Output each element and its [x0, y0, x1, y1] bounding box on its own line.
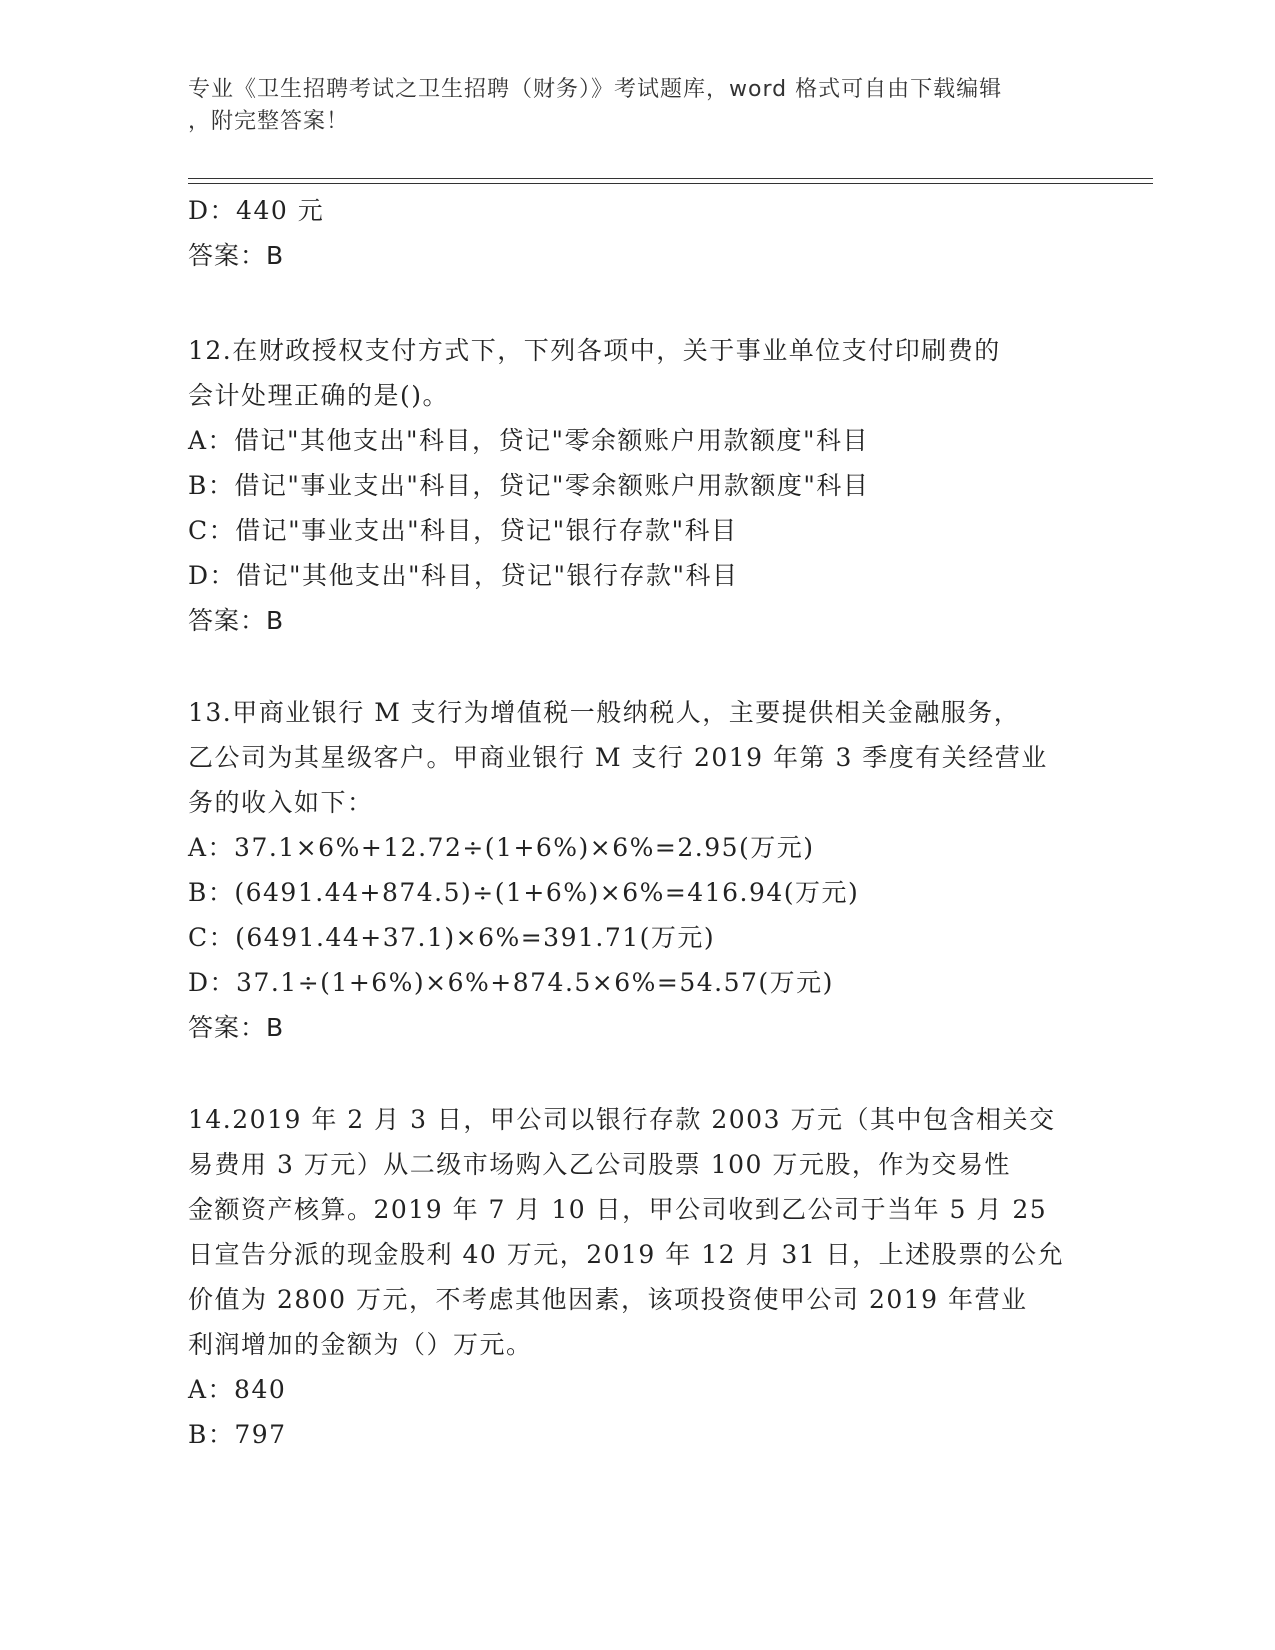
- document-header: [188, 74, 1088, 138]
- question-text-line: 务的收入如下：: [188, 788, 374, 817]
- answer-label: 答案：B: [188, 1013, 285, 1042]
- question-11: [188, 188, 1088, 278]
- answer-label: 答案：B: [188, 606, 285, 635]
- option-a: A：借记"其他支出"科目，贷记"零余额账户用款额度"科目: [188, 426, 870, 455]
- option-d: D：借记"其他支出"科目，贷记"银行存款"科目: [188, 561, 739, 590]
- question-text-line: 乙公司为其星级客户。甲商业银行 M 支行 2019 年第 3 季度有关经营业: [188, 743, 1048, 772]
- spacer: [188, 278, 1088, 328]
- option-d: D：440 元: [188, 196, 325, 225]
- question-14: [188, 1097, 1088, 1457]
- answer-label: 答案：B: [188, 241, 285, 270]
- header-divider-bottom: [188, 183, 1153, 184]
- option-c: C：借记"事业支出"科目，贷记"银行存款"科目: [188, 516, 738, 545]
- option-b: B：797: [188, 1420, 287, 1449]
- question-text-line: 13.甲商业银行 M 支行为增值税一般纳税人，主要提供相关金融服务，: [188, 698, 1021, 727]
- question-text-line: 14.2019 年 2 月 3 日，甲公司以银行存款 2003 万元（其中包含相关交: [188, 1105, 1056, 1134]
- question-text-line: 利润增加的金额为（）万元。: [188, 1330, 533, 1359]
- question-13: [188, 690, 1088, 1050]
- option-a: A：840: [188, 1375, 287, 1404]
- question-text-line: 易费用 3 万元）从二级市场购入乙公司股票 100 万元股，作为交易性: [188, 1150, 1011, 1179]
- option-b: B：(6491.44+874.5)÷(1+6%)×6%=416.94(万元): [188, 878, 860, 907]
- header-title-line-1: 专业《卫生招聘考试之卫生招聘（财务）》考试题库，word 格式可自由下载编辑: [188, 77, 1003, 102]
- option-c: C：(6491.44+37.1)×6%=391.71(万元): [188, 923, 716, 952]
- option-b: B：借记"事业支出"科目，贷记"零余额账户用款额度"科目: [188, 471, 870, 500]
- spacer: [188, 1050, 1088, 1097]
- spacer: [188, 643, 1088, 690]
- question-text-line: 会计处理正确的是()。: [188, 381, 450, 410]
- header-divider-top: [188, 178, 1153, 179]
- option-a: A：37.1×6%+12.72÷(1+6%)×6%=2.95(万元): [188, 833, 815, 862]
- question-text-line: 价值为 2800 万元，不考虑其他因素，该项投资使甲公司 2019 年营业: [188, 1285, 1028, 1314]
- question-text-line: 日宣告分派的现金股利 40 万元，2019 年 12 月 31 日，上述股票的公允: [188, 1240, 1065, 1269]
- question-content: [188, 188, 1088, 1457]
- question-text-line: 12.在财政授权支付方式下，下列各项中，关于事业单位支付印刷费的: [188, 336, 1001, 365]
- question-12: [188, 328, 1088, 643]
- option-d: D：37.1÷(1+6%)×6%+874.5×6%=54.57(万元): [188, 968, 834, 997]
- header-title-line-2: ，附完整答案！: [188, 109, 350, 134]
- question-text-line: 金额资产核算。2019 年 7 月 10 日，甲公司收到乙公司于当年 5 月 25: [188, 1195, 1048, 1224]
